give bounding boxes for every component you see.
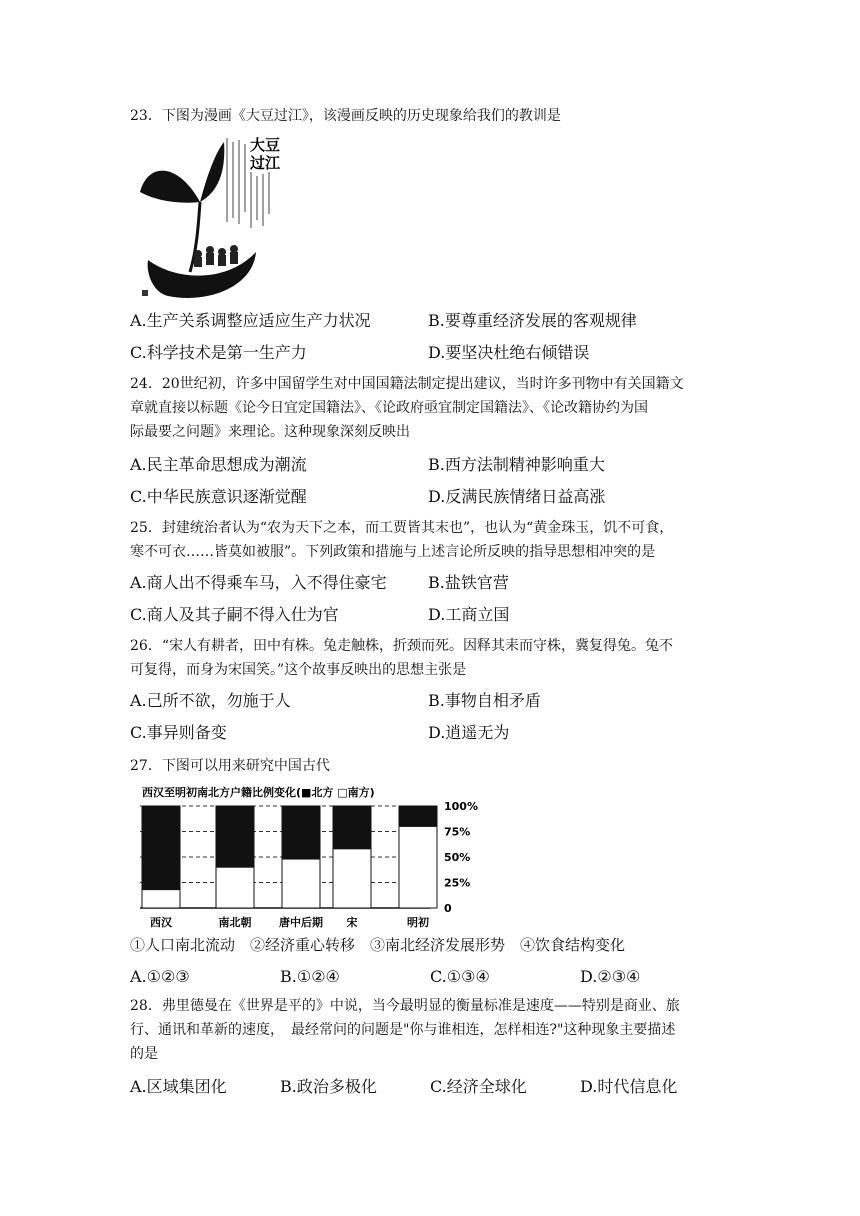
cartoon-soybean-crossing-river [138, 132, 288, 304]
q25-stem-line-1: 25．封建统治者认为“农为天下之本，而工贾皆其末也”，也认为“黄金珠玉，饥不可食， [130, 520, 674, 536]
q24-option-c[interactable]: C.中华民族意识逐渐觉醒 [130, 487, 307, 506]
q26-option-d[interactable]: D.逍遥无为 [428, 723, 510, 742]
q26-stem-line-1: 26．“宋人有耕者，田中有株。兔走触株，折颈而死。因释其耒而守株，冀复得兔。兔不 [130, 638, 673, 654]
bar-south-3 [333, 849, 371, 908]
q26-option-c[interactable]: C.事异则备变 [130, 723, 227, 742]
bar-north-0 [142, 806, 180, 890]
q23-option-b[interactable]: B.要尊重经济发展的客观规律 [428, 311, 637, 330]
q28-option-a[interactable]: A.区域集团化 [130, 1077, 227, 1096]
q24-stem-line-3: 际最要之问题》来理论。这种现象深刻反映出 [130, 424, 410, 440]
y-tick-label-3: 25% [444, 876, 471, 890]
bar-north-4 [399, 806, 437, 826]
y-tick-label-0: 100% [444, 800, 478, 813]
category-label-0: 西汉 [150, 916, 172, 929]
y-tick-label-4: 0 [444, 902, 452, 915]
bar-south-0 [142, 890, 180, 908]
q27-option-c[interactable]: C.①③④ [430, 967, 490, 986]
bar-south-4 [399, 826, 437, 908]
q27-option-d[interactable]: D.②③④ [580, 967, 641, 986]
category-label-1: 南北朝 [218, 916, 252, 929]
q27-option-a[interactable]: A.①②③ [130, 967, 190, 986]
q27-option-b[interactable]: B.①②④ [280, 967, 340, 986]
q25-stem-line-2: 寒不可衣……皆莫如被服”。下列政策和措施与上述言论所反映的指导思想相冲突的是 [130, 544, 656, 560]
q24-stem-line-1: 24．20世纪初，许多中国留学生对中国国籍法制定提出建议，当时许多刊物中有关国籍文 [130, 376, 684, 392]
household-ratio-chart [132, 782, 492, 932]
q23-option-a[interactable]: A.生产关系调整应适应生产力状况 [130, 311, 371, 330]
bar-south-2 [282, 859, 320, 908]
y-tick-label-2: 50% [444, 851, 471, 864]
bar-north-1 [216, 806, 254, 867]
cartoon-title: 大豆 过江 [250, 136, 281, 172]
q25-option-d[interactable]: D.工商立国 [428, 605, 510, 624]
q26-stem-line-2: 可复得，而身为宋国笑。”这个故事反映出的思想主张是 [130, 662, 467, 678]
q28-option-b[interactable]: B.政治多极化 [280, 1077, 377, 1096]
category-label-3: 宋 [346, 916, 358, 929]
bar-north-2 [282, 806, 320, 859]
q28-option-c[interactable]: C.经济全球化 [430, 1077, 527, 1096]
q25-option-b[interactable]: B.盐铁官营 [428, 573, 509, 592]
q24-option-a[interactable]: A.民主革命思想成为潮流 [130, 455, 307, 474]
q24-option-d[interactable]: D.反满民族情绪日益高涨 [428, 487, 606, 506]
y-tick-label-1: 75% [444, 825, 471, 839]
q28-stem-line-3: 的是 [130, 1046, 158, 1062]
q23-stem: 23．下图为漫画《大豆过江》，该漫画反映的历史现象给我们的教训是 [130, 108, 561, 124]
q25-option-a[interactable]: A.商人出不得乘车马，入不得住豪宅 [130, 573, 387, 592]
q24-stem-line-2: 章就直接以标题《论今日宜定国籍法》、《论政府亟宜制定国籍法》、《论改籍协约为国 [130, 400, 648, 416]
q25-option-c[interactable]: C.商人及其子嗣不得入仕为官 [130, 605, 339, 624]
category-label-2: 唐中后期 [279, 916, 323, 929]
q27-stem: 27．下图可以用来研究中国古代 [130, 758, 330, 774]
q28-stem-line-2: 行、通讯和革新的速度， 最经常问的问题是"你与谁相连，怎样相连?"这种现象主要描述 [130, 1022, 676, 1038]
chart-title: 西汉至明初南北方户籍比例变化(■北方 □南方) [142, 786, 375, 799]
q24-option-b[interactable]: B.西方法制精神影响重大 [428, 455, 605, 474]
category-label-4: 明初 [407, 916, 429, 929]
q23-option-d[interactable]: D.要坚决杜绝右倾错误 [428, 343, 590, 362]
q28-stem-line-1: 28．弗里德曼在《世界是平的》中说，当今最明显的衡量标准是速度——特别是商业、旅 [130, 998, 680, 1014]
bar-south-1 [216, 867, 254, 908]
q26-option-a[interactable]: A.己所不欲，勿施于人 [130, 691, 291, 710]
seal-mark [142, 290, 148, 296]
q28-option-d[interactable]: D.时代信息化 [580, 1077, 678, 1096]
q27-items: ①人口南北流动 ②经济重心转移 ③南北经济发展形势 ④饮食结构变化 [130, 936, 626, 954]
bar-north-3 [333, 806, 371, 849]
q23-option-c[interactable]: C.科学技术是第一生产力 [130, 343, 307, 362]
q26-option-b[interactable]: B.事物自相矛盾 [428, 691, 541, 710]
